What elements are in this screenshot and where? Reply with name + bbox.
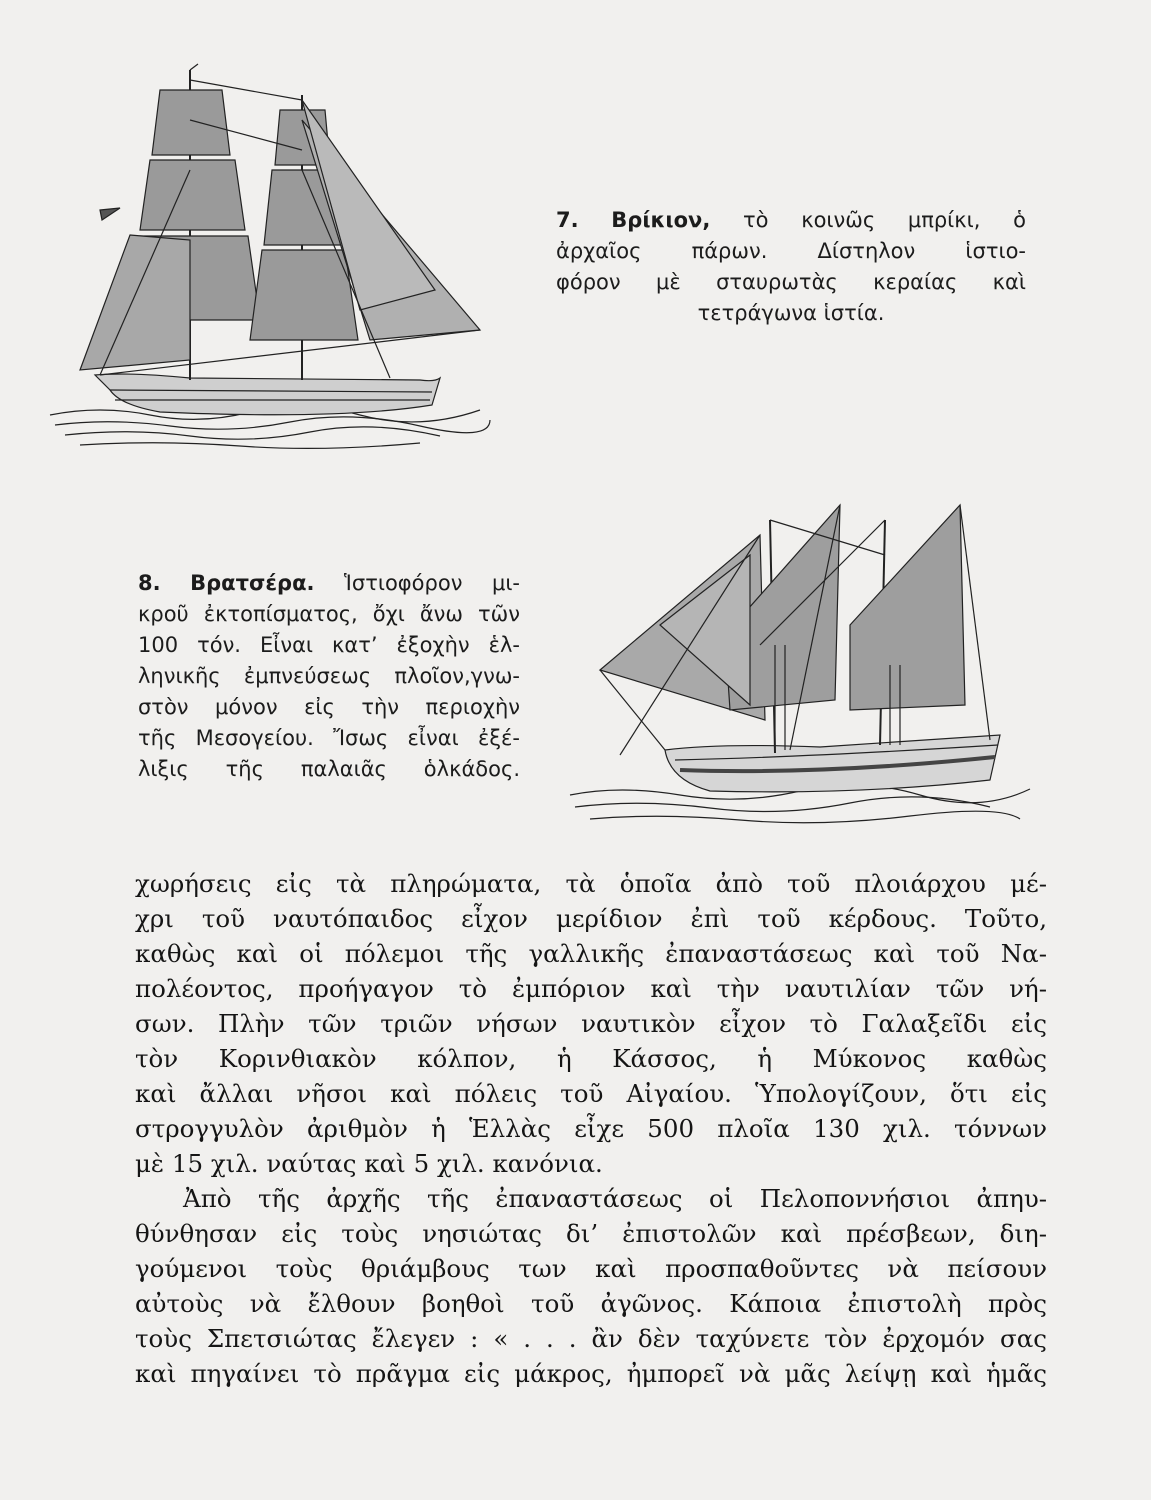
text-line: τὸν Κορινθιακὸν κόλπον, ἡ Κάσσος, ἡ Μύκονος καθὼς — [135, 1044, 1047, 1073]
figure-7-caption — [556, 205, 1026, 329]
figure-7-line-3: φόρον μὲ σταυρωτὰς κεραίας καὶ — [556, 270, 1026, 294]
figure-8-line-6: τῆς Μεσογείου. Ἴσως εἶναι ἐξέ- — [138, 726, 520, 750]
main-text — [135, 866, 1047, 1391]
text-line: μὲ 15 χιλ. ναύτας καὶ 5 χιλ. κανόνια. — [135, 1149, 603, 1178]
text-line: Ἀπὸ τῆς ἀρχῆς τῆς ἐπαναστάσεως οἱ Πελοποννήσιοι ἀπηυ- — [183, 1184, 1047, 1213]
text-line: καὶ πηγαίνει τὸ πρᾶγμα εἰς μάκρος, ἠμπορεῖ νὰ μᾶς λείψῃ καὶ ἡμᾶς — [135, 1359, 1047, 1388]
figure-7-line-4: τετράγωνα ἱστία. — [697, 301, 885, 325]
text-line: χρι τοῦ ναυτόπαιδος εἶχον μερίδιον ἐπὶ τοῦ κέρδους. Τοῦτο, — [135, 904, 1047, 933]
text-line: γούμενοι τοὺς θριάμβους των καὶ προσπαθοῦντες νὰ πείσουν — [135, 1254, 1047, 1283]
text-line: σων. Πλὴν τῶν τριῶν νήσων ναυτικὸν εἶχον τὸ Γαλαξεῖδι εἰς — [135, 1009, 1047, 1038]
figure-7-term: Βρίκιον, — [611, 208, 711, 232]
text-line: καθὼς καὶ οἱ πόλεμοι τῆς γαλλικῆς ἐπαναστάσεως καὶ τοῦ Να- — [135, 939, 1047, 968]
text-line: χωρήσεις εἰς τὰ πληρώματα, τὰ ὁποῖα ἀπὸ τοῦ πλοιάρχου μέ- — [135, 869, 1047, 898]
figure-8-line-7: λιξις τῆς παλαιᾶς ὁλκάδος. — [138, 757, 520, 781]
figure-8-term: Βρατσέρα. — [190, 571, 315, 595]
figure-8-line-1: Ἱστιοφόρον μι- — [344, 571, 520, 595]
figure-8-line-5: στὸν μόνον εἰς τὴν περιοχὴν — [138, 695, 520, 719]
text-line: τοὺς Σπετσιώτας ἔλεγεν : « . . . ἂν δὲν ταχύνετε τὸν ἐρχομόν σας — [135, 1324, 1047, 1353]
brig-illustration — [40, 60, 510, 460]
figure-8-line-4: ληνικῆς ἐμπνεύσεως πλοῖον,γνω- — [138, 664, 520, 688]
figure-7-number: 7. — [556, 208, 579, 232]
text-line: αὐτοὺς νὰ ἔλθουν βοηθοὶ τοῦ ἀγῶνος. Κάποια ἐπιστολὴ πρὸς — [135, 1289, 1047, 1318]
text-line: θύνθησαν εἰς τοὺς νησιώτας δι’ ἐπιστολῶν καὶ πρέσβεων, διη- — [135, 1219, 1047, 1248]
figure-8-number: 8. — [138, 571, 161, 595]
figure-8-line-2: κροῦ ἐκτοπίσματος, ὄχι ἄνω τῶν — [138, 602, 520, 626]
figure-7-line-2: ἀρχαῖος πάρων. Δίστηλον ἱστιο- — [556, 239, 1026, 263]
bratsera-illustration — [560, 495, 1040, 840]
text-line: καὶ ἄλλαι νῆσοι καὶ πόλεις τοῦ Αἰγαίου. Ὑπολογίζουν, ὅτι εἰς — [135, 1079, 1047, 1108]
text-line: πολέοντος, προήγαγον τὸ ἐμπόριον καὶ τὴν ναυτιλίαν τῶν νή- — [135, 974, 1047, 1003]
text-line: στρογγυλὸν ἀριθμὸν ἡ Ἑλλὰς εἶχε 500 πλοῖα 130 χιλ. τόννων — [135, 1114, 1047, 1143]
figure-8-caption — [138, 568, 520, 785]
figure-7-line-1: τὸ κοινῶς μπρίκι, ὁ — [743, 208, 1026, 232]
figure-8-line-3: 100 τόν. Εἶναι κατ’ ἐξοχὴν ἑλ- — [138, 633, 520, 657]
